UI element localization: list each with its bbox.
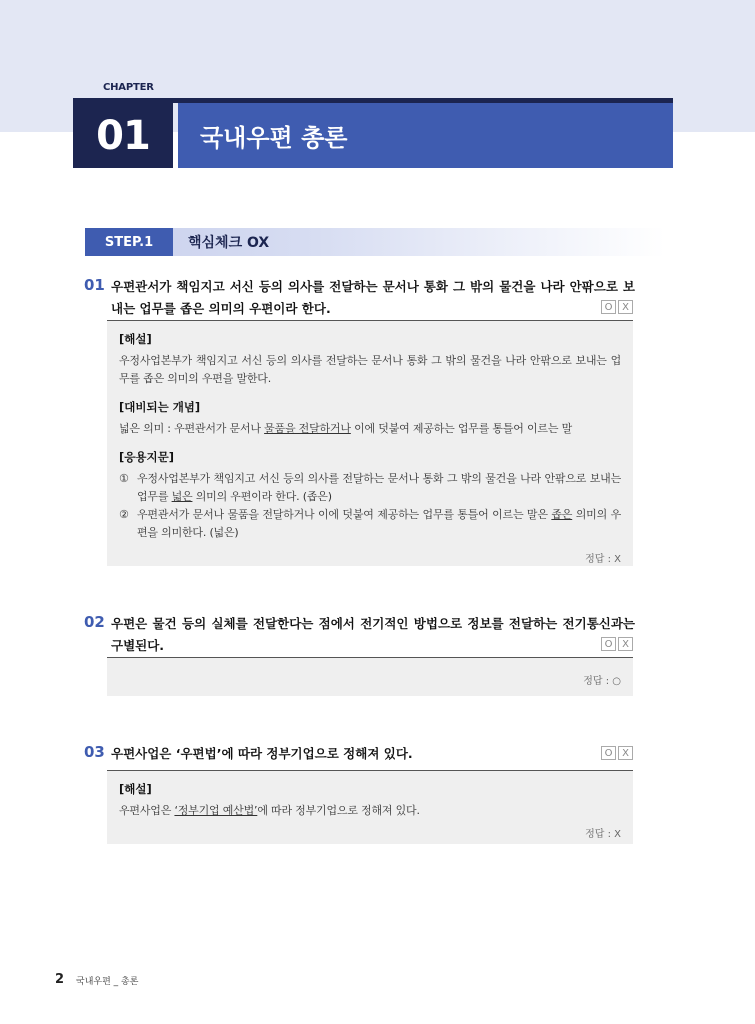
question-01: [84, 276, 644, 322]
explanation-text: [119, 802, 621, 820]
chapter-title: 국내우편 총론: [178, 103, 673, 168]
question-02: [84, 613, 644, 659]
applied-text-underlined: 넓은: [171, 490, 193, 503]
applied-text-part: 우정사업본부가 책임지고 서신 등의 의사를 전달하는 문서나 통화 그 밖의 물건을 나라 안팎으로 보내는 업무를: [137, 472, 621, 503]
applied-question-title: [응용지문]: [119, 450, 174, 464]
question-03: [84, 743, 644, 767]
ox-checkbox-group: [601, 746, 633, 760]
contrast-concept-text: [119, 420, 621, 438]
x-checkbox[interactable]: X: [618, 746, 633, 760]
explanation-text-part: 우편사업은: [119, 804, 175, 817]
answer-label: 정답 : X: [585, 829, 621, 840]
contrast-text-part: 넓은 의미 : 우편관서가 문서나: [119, 422, 265, 435]
applied-item-text: [137, 470, 621, 506]
chapter-label: CHAPTER: [103, 82, 154, 93]
answer-box-01: [107, 320, 633, 566]
page-number: 2: [55, 972, 65, 987]
question-number: 01: [84, 276, 105, 294]
applied-text-part: 우편관서가 문서나 물품을 전달하거나 이에 덧붙여 제공하는 업무를 통틀어 이르는 말은: [137, 508, 552, 521]
o-checkbox[interactable]: O: [601, 746, 616, 760]
applied-text-part: 의미의 우편을 의미한다. (넓은): [137, 508, 621, 539]
explanation-title: [해설]: [119, 332, 152, 346]
o-checkbox[interactable]: O: [601, 637, 616, 651]
applied-item: [119, 470, 621, 506]
item-marker: ①: [119, 472, 129, 485]
applied-text-part: 의미의 우편이라 한다. (좁은): [192, 490, 332, 503]
question-number: 03: [84, 743, 105, 761]
step-title: 핵심체크 OX: [188, 235, 270, 251]
explanation-title: [해설]: [119, 782, 152, 796]
ox-checkbox-group: [601, 637, 633, 651]
question-text: 우편사업은 ‘우편법’에 따라 정부기업으로 정해져 있다.: [111, 746, 413, 761]
contrast-text-part: 이에 덧붙여 제공하는 업무를 통틀어 이르는 말: [350, 422, 572, 435]
explanation-text: 우정사업본부가 책임지고 서신 등의 의사를 전달하는 문서나 통화 그 밖의 물건을 나라 안팎으로 보내는 업무를 좁은 의미의 우편을 말한다.: [119, 354, 621, 385]
chapter-number: 01: [73, 103, 173, 168]
answer-label: 정답 : X: [585, 554, 621, 565]
applied-item-text: [137, 506, 621, 542]
question-text: 우편은 물건 등의 실체를 전달한다는 점에서 전기적인 방법으로 정보를 전달하는 전기통신과는 구별된다.: [111, 616, 635, 653]
answer-label: 정답 : ○: [583, 676, 621, 687]
contrast-text-underlined: 물품을 전달하거나: [264, 422, 351, 435]
step-label: STEP.1: [85, 228, 173, 256]
running-footer: 국내우편 _ 총론: [76, 977, 139, 987]
question-number: 02: [84, 613, 105, 631]
contrast-concept-title: [대비되는 개념]: [119, 400, 201, 414]
applied-item: [119, 506, 621, 542]
x-checkbox[interactable]: X: [618, 637, 633, 651]
answer-box-03: [107, 770, 633, 844]
question-text: 우편관서가 책임지고 서신 등의 의사를 전달하는 문서나 통화 그 밖의 물건을 나라 안팎으로 보내는 업무를 좁은 의미의 우편이라 한다.: [111, 279, 635, 316]
ox-checkbox-group: [601, 300, 633, 314]
o-checkbox[interactable]: O: [601, 300, 616, 314]
answer-box-02: [107, 657, 633, 696]
x-checkbox[interactable]: X: [618, 300, 633, 314]
explanation-text-underlined: ‘정부기업 예산법’: [174, 804, 258, 817]
item-marker: ②: [119, 508, 129, 521]
applied-text-underlined: 좁은: [551, 508, 573, 521]
explanation-text-part: 에 따라 정부기업으로 정해져 있다.: [257, 804, 420, 817]
